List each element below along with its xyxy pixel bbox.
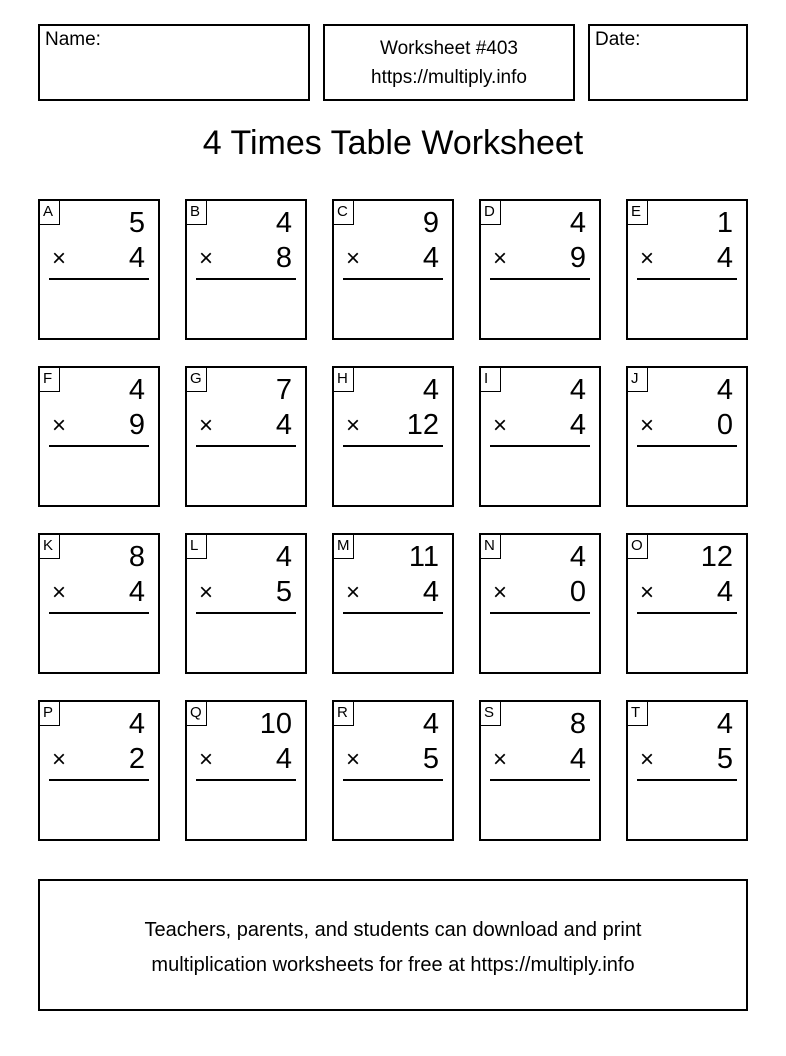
date-label: Date: (595, 29, 641, 50)
answer-line (343, 612, 443, 614)
answer-line (196, 779, 296, 781)
multiplicand: 4 (569, 374, 586, 406)
answer-line (49, 779, 149, 781)
problem-letter: F (40, 368, 60, 392)
times-sign: × (640, 412, 655, 439)
problem-card-i[interactable] (479, 366, 601, 507)
multiplicand: 7 (275, 374, 292, 406)
problem-letter: G (187, 368, 207, 392)
problem-letter: S (481, 702, 501, 726)
multiplicand: 4 (569, 541, 586, 573)
multiplicand: 4 (422, 708, 439, 740)
answer-line (490, 445, 590, 447)
times-sign: × (346, 412, 361, 439)
problem-letter: B (187, 201, 207, 225)
answer-line (49, 612, 149, 614)
multiplier: 5 (275, 576, 292, 608)
problem-card-d[interactable] (479, 199, 601, 340)
problem-letter: L (187, 535, 207, 559)
answer-line (49, 278, 149, 280)
times-sign: × (640, 579, 655, 606)
footer-box (38, 879, 748, 1011)
multiplicand: 4 (716, 374, 733, 406)
problem-letter: J (628, 368, 648, 392)
times-sign: × (640, 746, 655, 773)
problem-card-k[interactable] (38, 533, 160, 674)
multiplicand: 8 (128, 541, 145, 573)
problem-card-j[interactable] (626, 366, 748, 507)
problem-card-s[interactable] (479, 700, 601, 841)
answer-line (49, 445, 149, 447)
multiplier: 4 (569, 743, 586, 775)
problem-card-r[interactable] (332, 700, 454, 841)
answer-line (196, 445, 296, 447)
multiplicand: 4 (128, 374, 145, 406)
answer-line (637, 278, 737, 280)
problem-letter: C (334, 201, 354, 225)
multiplicand: 11 (408, 541, 439, 573)
multiplicand: 4 (569, 207, 586, 239)
times-sign: × (493, 579, 508, 606)
name-box[interactable] (38, 24, 310, 101)
problem-letter: N (481, 535, 501, 559)
problem-letter: A (40, 201, 60, 225)
times-sign: × (493, 245, 508, 272)
multiplicand: 4 (128, 708, 145, 740)
answer-line (490, 278, 590, 280)
multiplicand: 1 (716, 207, 733, 239)
times-sign: × (346, 245, 361, 272)
site-url: https://multiply.info (371, 67, 527, 88)
problem-card-m[interactable] (332, 533, 454, 674)
times-sign: × (346, 746, 361, 773)
multiplicand: 5 (128, 207, 145, 239)
problem-letter: E (628, 201, 648, 225)
answer-line (637, 445, 737, 447)
problem-card-h[interactable] (332, 366, 454, 507)
multiplier: 12 (406, 409, 439, 441)
multiplier: 4 (716, 576, 733, 608)
multiplier: 0 (716, 409, 733, 441)
times-sign: × (199, 412, 214, 439)
multiplier: 5 (422, 743, 439, 775)
problem-letter: D (481, 201, 501, 225)
date-box[interactable] (588, 24, 748, 101)
problem-letter: O (628, 535, 648, 559)
multiplier: 0 (569, 576, 586, 608)
multiplier: 4 (716, 242, 733, 274)
problem-letter: Q (187, 702, 207, 726)
times-sign: × (199, 746, 214, 773)
problem-letter: M (334, 535, 354, 559)
answer-line (343, 278, 443, 280)
problem-letter: P (40, 702, 60, 726)
times-sign: × (493, 746, 508, 773)
page-title: 4 Times Table Worksheet (202, 124, 584, 162)
problem-card-t[interactable] (626, 700, 748, 841)
times-sign: × (52, 245, 67, 272)
answer-line (196, 278, 296, 280)
answer-line (490, 779, 590, 781)
problem-letter: H (334, 368, 354, 392)
problem-card-n[interactable] (479, 533, 601, 674)
times-sign: × (52, 412, 67, 439)
times-sign: × (493, 412, 508, 439)
multiplicand: 4 (716, 708, 733, 740)
problem-card-a[interactable] (38, 199, 160, 340)
multiplier: 8 (275, 242, 292, 274)
multiplier: 4 (422, 576, 439, 608)
multiplier: 4 (569, 409, 586, 441)
multiplier: 4 (422, 242, 439, 274)
multiplicand: 9 (422, 207, 439, 239)
problem-letter: T (628, 702, 648, 726)
problem-letter: K (40, 535, 60, 559)
problem-card-e[interactable] (626, 199, 748, 340)
times-sign: × (346, 579, 361, 606)
problem-card-c[interactable] (332, 199, 454, 340)
multiplicand: 4 (422, 374, 439, 406)
multiplier: 9 (128, 409, 145, 441)
multiplicand: 4 (275, 207, 292, 239)
multiplicand: 12 (700, 541, 733, 573)
multiplier: 4 (128, 576, 145, 608)
times-sign: × (199, 245, 214, 272)
multiplier: 4 (275, 743, 292, 775)
problem-card-o[interactable] (626, 533, 748, 674)
answer-line (637, 779, 737, 781)
problem-card-f[interactable] (38, 366, 160, 507)
problem-card-l[interactable] (185, 533, 307, 674)
answer-line (637, 612, 737, 614)
problem-card-p[interactable] (38, 700, 160, 841)
name-label: Name: (45, 29, 101, 50)
times-sign: × (52, 746, 67, 773)
multiplier: 2 (128, 743, 145, 775)
times-sign: × (52, 579, 67, 606)
problem-card-q[interactable] (185, 700, 307, 841)
multiplicand: 8 (569, 708, 586, 740)
answer-line (343, 445, 443, 447)
footer-line-2: multiplication worksheets for free at https://multiply.info (151, 954, 635, 976)
multiplier: 5 (716, 743, 733, 775)
footer-line-1: Teachers, parents, and students can download and print (144, 919, 642, 941)
problem-letter: I (481, 368, 501, 392)
problem-card-b[interactable] (185, 199, 307, 340)
multiplicand: 4 (275, 541, 292, 573)
worksheet-info-box (323, 24, 575, 101)
answer-line (490, 612, 590, 614)
problem-letter: R (334, 702, 354, 726)
answer-line (343, 779, 443, 781)
multiplier: 9 (569, 242, 586, 274)
times-sign: × (640, 245, 655, 272)
multiplicand: 10 (259, 708, 292, 740)
worksheet-number: Worksheet #403 (379, 38, 518, 59)
multiplier: 4 (128, 242, 145, 274)
multiplier: 4 (275, 409, 292, 441)
answer-line (196, 612, 296, 614)
times-sign: × (199, 579, 214, 606)
problem-card-g[interactable] (185, 366, 307, 507)
